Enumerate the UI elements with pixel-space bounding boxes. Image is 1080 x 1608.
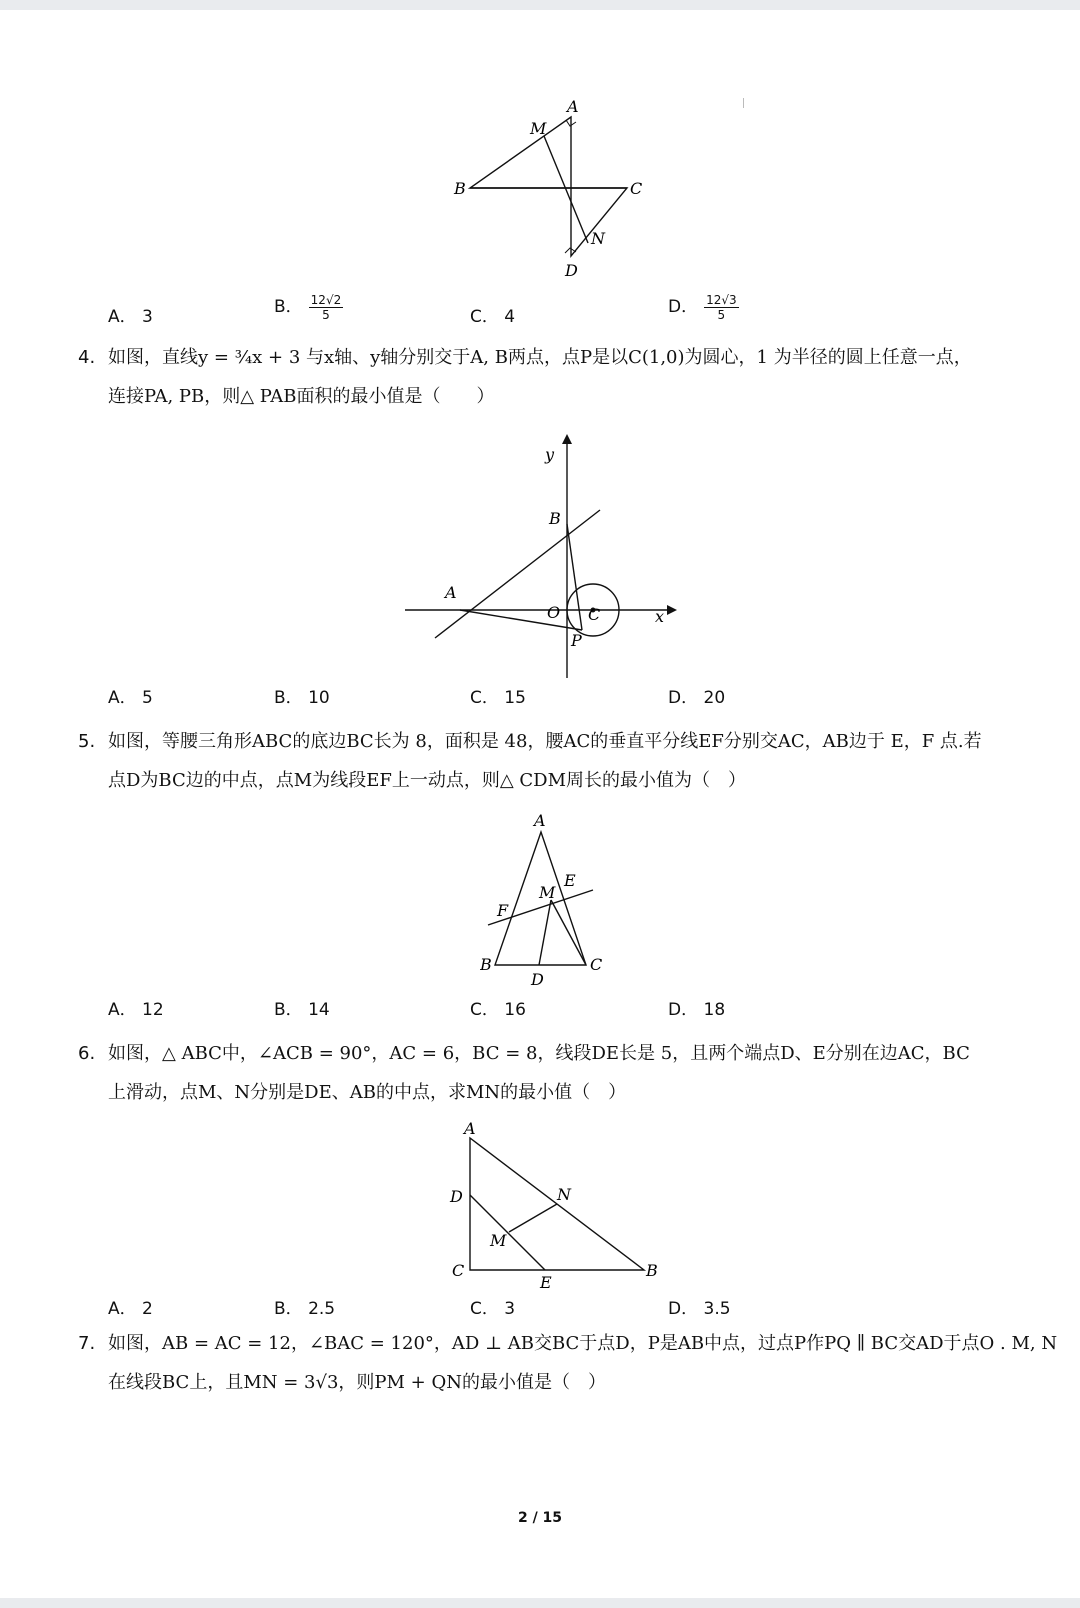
question-6	[78, 1034, 1008, 1112]
q6-diagram	[440, 1120, 670, 1300]
q4-label-B: B	[549, 509, 561, 528]
q6-options	[108, 1294, 1008, 1324]
question-text-line: 点D为BC边的中点，点M为线段EF上一动点，则△ CDM周长的最小值为（ ）	[108, 770, 747, 791]
q5-option-b[interactable]: B． 14	[274, 1000, 330, 1020]
q5-label-F: F	[497, 901, 509, 920]
q4-label-P: P	[571, 631, 582, 650]
q5-label-E: E	[564, 871, 576, 890]
q4-diagram	[405, 428, 695, 683]
question-number: 5.	[78, 731, 96, 752]
question-number: 6.	[78, 1043, 96, 1064]
scan-mark	[743, 98, 744, 108]
question-number: 4.	[78, 347, 96, 368]
fraction: $\frac{12√2}{5}$	[310, 292, 342, 322]
q3-diagram	[440, 90, 650, 290]
q3-figure	[440, 90, 650, 290]
question-4	[78, 338, 1008, 416]
q6-option-d[interactable]: D． 3.5	[668, 1299, 731, 1319]
question-5	[78, 722, 1008, 800]
q6-label-B: B	[646, 1261, 658, 1280]
question-text-line: 连接PA, PB，则△ PAB面积的最小值是（ ）	[108, 386, 495, 407]
q3-option-a[interactable]: A． 3	[108, 307, 153, 327]
q4-option-d[interactable]: D． 20	[668, 688, 726, 708]
q5-label-A: A	[534, 811, 546, 830]
q3-label-B: B	[454, 179, 466, 198]
q6-label-E: E	[540, 1273, 552, 1292]
q3-option-c[interactable]: C． 4	[470, 307, 516, 327]
q6-label-C: C	[452, 1261, 465, 1280]
q5-option-d[interactable]: D． 18	[668, 1000, 726, 1020]
q4-label-C: C	[588, 605, 601, 624]
q3-label-N: N	[591, 229, 605, 248]
q4-label-O: O	[547, 603, 561, 622]
q4-option-b[interactable]: B． 10	[274, 688, 330, 708]
q5-option-a[interactable]: A． 12	[108, 1000, 164, 1020]
q3-option-b[interactable]: B． $\frac{12√2}{5}$	[274, 292, 342, 322]
q4-label-y: y	[545, 445, 555, 464]
q6-label-A: A	[464, 1120, 476, 1138]
q6-label-N: N	[557, 1185, 571, 1204]
q6-label-M: M	[490, 1231, 507, 1250]
q4-label-x: x	[655, 607, 665, 626]
q3-option-d[interactable]: D． $\frac{12√3}{5}$	[668, 292, 737, 322]
question-text-line: 如图，AB = AC = 12，∠BAC = 120°，AD ⊥ AB交BC于点D，P是AB中点，过点P作PQ ∥ BC交AD于点O . M, N	[108, 1333, 1058, 1354]
q3-label-C: C	[630, 179, 643, 198]
question-text-line: 如图，△ ABC中，∠ACB = 90°，AC = 6，BC = 8，线段DE长是 5，且两个端点D、E分别在边AC，BC	[108, 1043, 970, 1064]
q5-option-c[interactable]: C． 16	[470, 1000, 526, 1020]
question-text-line: 上滑动，点M、N分别是DE、AB的中点，求MN的最小值（ ）	[108, 1082, 627, 1103]
q6-label-D: D	[450, 1187, 463, 1206]
q3-options	[108, 292, 1008, 332]
q4-figure	[405, 428, 695, 683]
question-text-line: 在线段BC上，且MN = 3√3，则PM + QN的最小值是（ ）	[108, 1372, 606, 1393]
q6-figure	[440, 1120, 670, 1300]
q6-option-c[interactable]: C． 3	[470, 1299, 516, 1319]
document-page	[0, 10, 1080, 1598]
q6-option-b[interactable]: B． 2.5	[274, 1299, 336, 1319]
q3-label-M: M	[530, 119, 547, 138]
q4-options	[108, 683, 1008, 713]
q5-figure	[480, 810, 620, 995]
question-text-line: 如图，等腰三角形ABC的底边BC长为 8，面积是 48，腰AC的垂直平分线EF分别交AC，AB边于 E，F 点.若	[108, 731, 982, 752]
q5-label-B: B	[480, 955, 492, 974]
fraction: $\frac{12√3}{5}$	[706, 292, 737, 322]
q5-label-M: M	[539, 883, 556, 902]
q3-label-D: D	[565, 261, 578, 280]
question-number: 7.	[78, 1333, 96, 1354]
q5-options	[108, 995, 1008, 1025]
page-number: 2 / 15	[517, 1510, 563, 1526]
q5-label-D: D	[531, 970, 544, 989]
q5-label-C: C	[590, 955, 603, 974]
question-7	[78, 1324, 1058, 1402]
q6-option-a[interactable]: A． 2	[108, 1299, 153, 1319]
question-text-line: 如图，直线y = ¾x + 3 与x轴、y轴分别交于A, B两点，点P是以C(1,0)为圆心，1 为半径的圆上任意一点，	[108, 347, 972, 368]
q4-label-A: A	[445, 583, 457, 602]
q4-option-a[interactable]: A． 5	[108, 688, 153, 708]
q4-option-c[interactable]: C． 15	[470, 688, 526, 708]
q3-label-A: A	[567, 97, 579, 116]
q5-diagram	[480, 810, 620, 995]
